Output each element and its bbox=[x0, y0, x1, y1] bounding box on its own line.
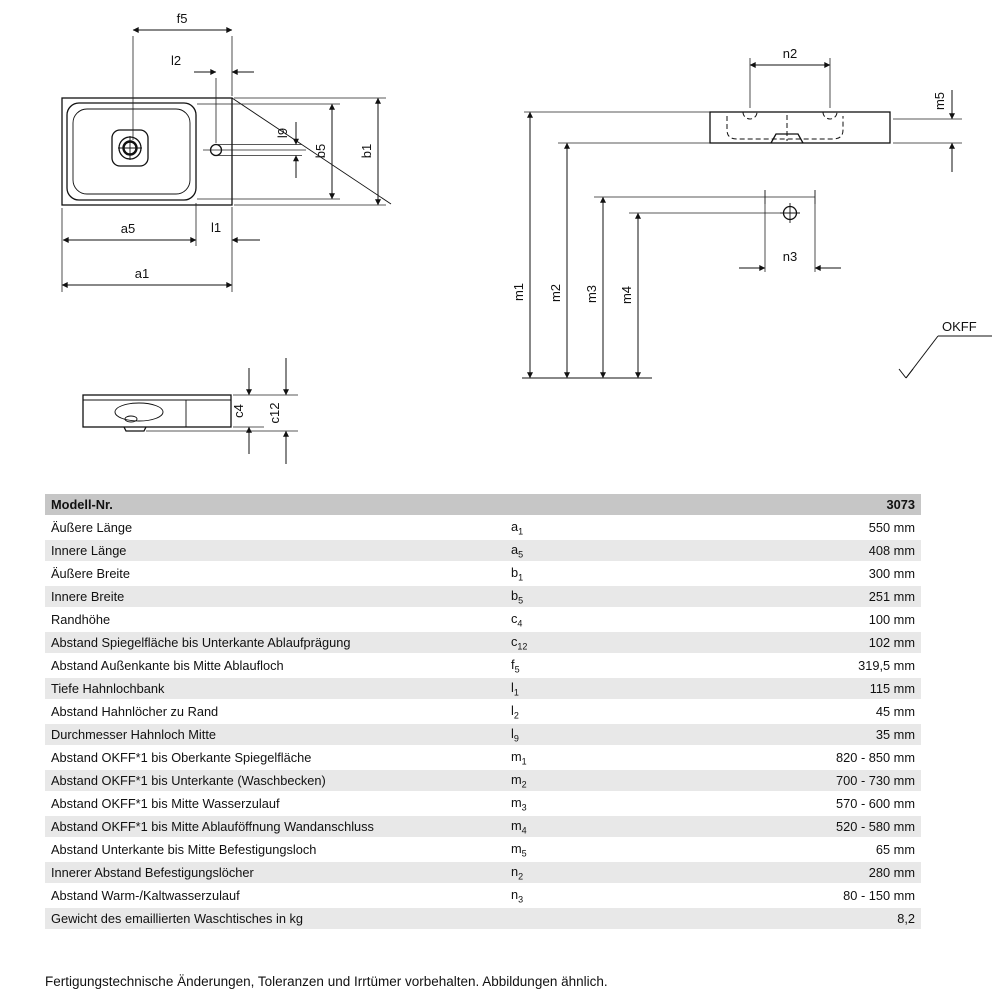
technical-drawings bbox=[0, 0, 1000, 485]
spec-row-symbol bbox=[505, 746, 555, 769]
spec-row-label: Gewicht des emaillierten Waschtisches in kg bbox=[45, 907, 505, 930]
spec-row-value: 820 - 850 mm bbox=[555, 746, 921, 769]
spec-row-symbol bbox=[505, 654, 555, 677]
spec-row-value: 115 mm bbox=[555, 677, 921, 700]
symbol-base: a bbox=[511, 518, 519, 534]
symbol-base: c bbox=[511, 610, 518, 626]
spec-row-value: 80 - 150 mm bbox=[555, 884, 921, 907]
symbol-subscript: 5 bbox=[521, 848, 527, 859]
hidden-bowl-contour bbox=[727, 116, 843, 139]
symbol-subscript: 5 bbox=[518, 595, 524, 606]
spec-row bbox=[45, 631, 921, 654]
spec-row bbox=[45, 516, 921, 539]
spec-row-value: 45 mm bbox=[555, 700, 921, 723]
spec-row-value: 408 mm bbox=[555, 539, 921, 562]
spec-row bbox=[45, 792, 921, 815]
dim-label-l1: l1 bbox=[210, 220, 222, 235]
spec-row-value: 280 mm bbox=[555, 861, 921, 884]
spec-row-label: Abstand OKFF*1 bis Oberkante Spiegelfläche bbox=[45, 746, 505, 769]
symbol-subscript: 2 bbox=[513, 710, 519, 721]
spec-row-label: Abstand Außenkante bis Mitte Ablaufloch bbox=[45, 654, 505, 677]
spec-row-label: Abstand Warm-/Kaltwasserzulauf bbox=[45, 884, 505, 907]
okff-label: OKFF bbox=[942, 319, 977, 334]
symbol-base: a bbox=[511, 541, 519, 557]
symbol-subscript: 1 bbox=[521, 756, 527, 767]
dim-label-m1: m1 bbox=[511, 282, 526, 302]
spec-row-label: Abstand Hahnlöcher zu Rand bbox=[45, 700, 505, 723]
symbol-subscript: 5 bbox=[518, 549, 524, 560]
model-number-label: Modell-Nr. bbox=[45, 494, 505, 516]
spec-row bbox=[45, 815, 921, 838]
basin-inner-rim bbox=[67, 103, 196, 200]
spec-row-value: 550 mm bbox=[555, 516, 921, 539]
basin-outer-outline bbox=[62, 98, 232, 205]
spec-row-symbol bbox=[505, 677, 555, 700]
spec-row-value: 65 mm bbox=[555, 838, 921, 861]
spec-row-symbol bbox=[505, 608, 555, 631]
spec-row-label: Durchmesser Hahnloch Mitte bbox=[45, 723, 505, 746]
spec-row bbox=[45, 884, 921, 907]
symbol-base: l bbox=[511, 725, 514, 741]
spec-row bbox=[45, 700, 921, 723]
dim-label-n3: n3 bbox=[782, 249, 798, 264]
spec-row-symbol bbox=[505, 700, 555, 723]
symbol-base: n bbox=[511, 863, 519, 879]
spec-row-label: Tiefe Hahnlochbank bbox=[45, 677, 505, 700]
spec-row-value: 35 mm bbox=[555, 723, 921, 746]
symbol-subscript: 1 bbox=[518, 526, 524, 537]
spec-row-value: 300 mm bbox=[555, 562, 921, 585]
symbol-base: l bbox=[511, 679, 514, 695]
symbol-subscript: 4 bbox=[517, 618, 523, 629]
symbol-subscript: 3 bbox=[518, 894, 524, 905]
dim-label-m5: m5 bbox=[932, 91, 947, 111]
spec-row-symbol bbox=[505, 907, 555, 930]
spec-row bbox=[45, 861, 921, 884]
spec-table-section bbox=[45, 494, 921, 931]
spec-row-value: 520 - 580 mm bbox=[555, 815, 921, 838]
spec-row bbox=[45, 539, 921, 562]
spec-row bbox=[45, 562, 921, 585]
spec-row-symbol bbox=[505, 539, 555, 562]
spec-row-symbol bbox=[505, 769, 555, 792]
mounting-slot-right bbox=[823, 112, 837, 119]
spec-row-label: Randhöhe bbox=[45, 608, 505, 631]
dim-label-l9: l9 bbox=[275, 127, 290, 139]
spec-row bbox=[45, 907, 921, 930]
spec-row-value: 102 mm bbox=[555, 631, 921, 654]
dim-label-a5: a5 bbox=[120, 221, 136, 236]
spec-row-symbol bbox=[505, 723, 555, 746]
spec-row-value: 8,2 bbox=[555, 907, 921, 930]
dim-label-a1: a1 bbox=[134, 266, 150, 281]
spec-row-label: Abstand OKFF*1 bis Mitte Ablauföffnung Wandanschluss bbox=[45, 815, 505, 838]
spec-row-symbol bbox=[505, 861, 555, 884]
disclaimer-text: Fertigungstechnische Änderungen, Toleranzen und Irrtümer vorbehalten. Abbildungen ähnlich. bbox=[45, 974, 608, 989]
profile-bowl bbox=[115, 403, 163, 421]
symbol-subscript: 2 bbox=[518, 871, 524, 882]
dim-label-c4: c4 bbox=[231, 404, 246, 418]
spec-header-row bbox=[45, 494, 921, 516]
symbol-base: m bbox=[511, 794, 522, 810]
mounting-slot-left bbox=[743, 112, 757, 119]
symbol-subscript: 12 bbox=[517, 641, 528, 652]
basin-inner-bowl bbox=[73, 109, 190, 194]
symbol-base: c bbox=[511, 633, 518, 649]
symbol-base: m bbox=[511, 771, 522, 787]
dim-label-l2: l2 bbox=[170, 53, 182, 68]
symbol-base: b bbox=[511, 564, 519, 580]
symbol-subscript: 1 bbox=[518, 572, 524, 583]
spec-row bbox=[45, 746, 921, 769]
dim-label-m3: m3 bbox=[584, 284, 599, 304]
top-view-drawing bbox=[62, 11, 391, 292]
symbol-subscript: 5 bbox=[514, 664, 520, 675]
spec-row-value: 100 mm bbox=[555, 608, 921, 631]
symbol-subscript: 1 bbox=[513, 687, 519, 698]
side-view-drawing bbox=[83, 358, 298, 464]
dim-label-f5: f5 bbox=[176, 11, 188, 26]
spec-row-value: 700 - 730 mm bbox=[555, 769, 921, 792]
spec-row bbox=[45, 677, 921, 700]
spec-row bbox=[45, 838, 921, 861]
symbol-subscript: 3 bbox=[521, 802, 527, 813]
dim-label-m4: m4 bbox=[619, 285, 634, 305]
spec-row-label: Abstand OKFF*1 bis Mitte Wasserzulauf bbox=[45, 792, 505, 815]
spec-row bbox=[45, 608, 921, 631]
dim-label-n2: n2 bbox=[782, 46, 798, 61]
spec-row-label: Innere Länge bbox=[45, 539, 505, 562]
spec-table bbox=[45, 494, 921, 931]
spec-row-symbol bbox=[505, 884, 555, 907]
spec-row-label: Innerer Abstand Befestigungslöcher bbox=[45, 861, 505, 884]
profile-drain bbox=[125, 416, 137, 422]
symbol-subscript: 4 bbox=[521, 825, 527, 836]
spec-row-symbol bbox=[505, 562, 555, 585]
symbol-base: m bbox=[511, 817, 522, 833]
spec-row-label: Äußere Breite bbox=[45, 562, 505, 585]
spec-row-symbol bbox=[505, 516, 555, 539]
dim-label-b5: b5 bbox=[313, 143, 328, 159]
dim-label-c12: c12 bbox=[267, 402, 282, 424]
spec-row-symbol bbox=[505, 815, 555, 838]
spec-row-value: 251 mm bbox=[555, 585, 921, 608]
spec-row bbox=[45, 723, 921, 746]
spec-row-label: Abstand Unterkante bis Mitte Befestigungsloch bbox=[45, 838, 505, 861]
spec-row-label: Innere Breite bbox=[45, 585, 505, 608]
front-view-drawing bbox=[511, 46, 992, 378]
spec-row bbox=[45, 654, 921, 677]
symbol-base: n bbox=[511, 886, 519, 902]
spec-row-value: 570 - 600 mm bbox=[555, 792, 921, 815]
spec-header-symbol bbox=[505, 494, 555, 516]
spec-row-symbol bbox=[505, 838, 555, 861]
symbol-subscript: 2 bbox=[521, 779, 527, 790]
dim-label-b1: b1 bbox=[359, 143, 374, 159]
symbol-base: l bbox=[511, 702, 514, 718]
spec-row-symbol bbox=[505, 585, 555, 608]
spec-row-label: Äußere Länge bbox=[45, 516, 505, 539]
spec-row-value: 319,5 mm bbox=[555, 654, 921, 677]
dim-label-m2: m2 bbox=[548, 283, 563, 303]
spec-row bbox=[45, 585, 921, 608]
model-number-value: 3073 bbox=[555, 494, 921, 516]
spec-row-label: Abstand OKFF*1 bis Unterkante (Waschbecken) bbox=[45, 769, 505, 792]
symbol-base: b bbox=[511, 587, 519, 603]
symbol-subscript: 9 bbox=[513, 733, 519, 744]
symbol-base: f bbox=[511, 656, 515, 672]
spec-row-symbol bbox=[505, 631, 555, 654]
symbol-base: m bbox=[511, 840, 522, 856]
spec-row-label: Abstand Spiegelfläche bis Unterkante Ablaufprägung bbox=[45, 631, 505, 654]
symbol-base: m bbox=[511, 748, 522, 764]
spec-row-symbol bbox=[505, 792, 555, 815]
spec-row bbox=[45, 769, 921, 792]
